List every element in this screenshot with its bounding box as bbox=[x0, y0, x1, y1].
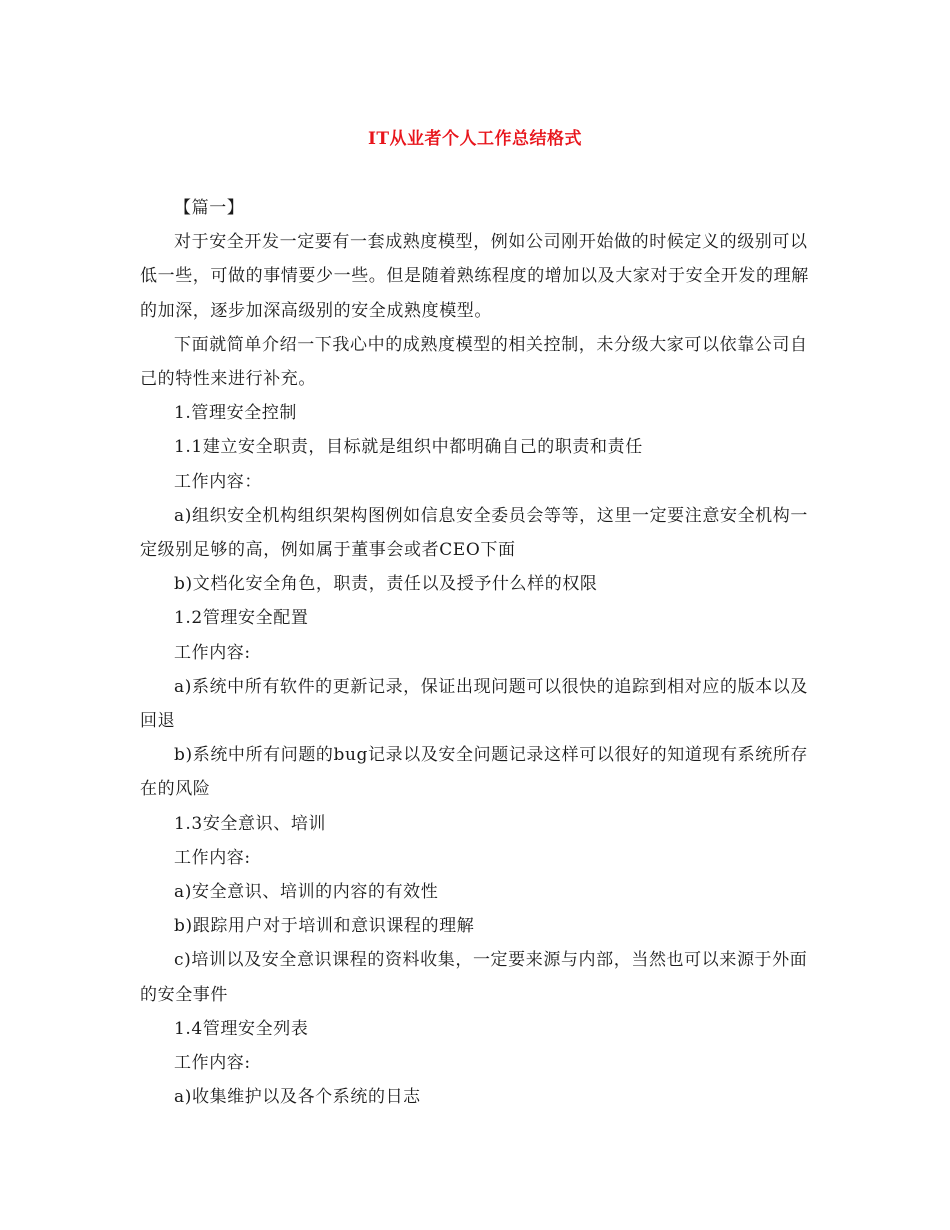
list-item: a)安全意识、培训的内容的有效性 bbox=[174, 882, 439, 903]
heading-1: 1.管理安全控制 bbox=[174, 403, 298, 424]
heading-1-2: 1.2管理安全配置 bbox=[174, 608, 309, 629]
heading-1-3: 1.3安全意识、培训 bbox=[174, 813, 327, 834]
list-item: b)跟踪用户对于培训和意识课程的理解 bbox=[174, 916, 475, 937]
work-content-label: 工作内容： bbox=[174, 471, 262, 492]
work-content-label: 工作内容: bbox=[174, 847, 251, 868]
list-item: a)系统中所有软件的更新记录，保证出现问题可以很快的追踪到相对应的版本以及回退 bbox=[140, 676, 808, 732]
paragraph-overview: 下面就简单介绍一下我心中的成熟度模型的相关控制，未分级大家可以依靠公司自己的特性来进行补充。 bbox=[140, 334, 808, 390]
list-item: a)组织安全机构组织架构图例如信息安全委员会等等，这里一定要注意安全机构一定级别足够的高，例如属于董事会或者CEO下面 bbox=[140, 505, 808, 561]
list-item: a)收集维护以及各个系统的日志 bbox=[174, 1087, 421, 1108]
heading-1-4: 1.4管理安全列表 bbox=[174, 1018, 309, 1039]
heading-1-1: 1.1建立安全职责，目标就是组织中都明确自己的职责和责任 bbox=[174, 437, 643, 458]
list-item: c)培训以及安全意识课程的资料收集，一定要来源与内部，当然也可以来源于外面的安全事件 bbox=[140, 950, 808, 1005]
document-title: IT从业者个人工作总结格式 bbox=[367, 129, 583, 149]
list-item: b)文档化安全角色，职责，责任以及授予什么样的权限 bbox=[174, 574, 598, 595]
list-item: b)系统中所有问题的bug记录以及安全问题记录这样可以很好的知道现有系统所存在的风险 bbox=[140, 745, 809, 800]
work-content-label: 工作内容: bbox=[174, 1053, 251, 1074]
work-content-label: 工作内容: bbox=[174, 642, 251, 663]
document-body bbox=[140, 191, 814, 1114]
paragraph-intro: 对于安全开发一定要有一套成熟度模型，例如公司刚开始做的时候定义的级别可以低一些，可做的事情要少一些。但是随着熟练程度的增加以及大家对于安全开发的理解的加深，逐步加深高级别的安全成熟度模型。 bbox=[140, 232, 809, 321]
paragraph-section-heading: 【篇一】 bbox=[174, 198, 245, 218]
